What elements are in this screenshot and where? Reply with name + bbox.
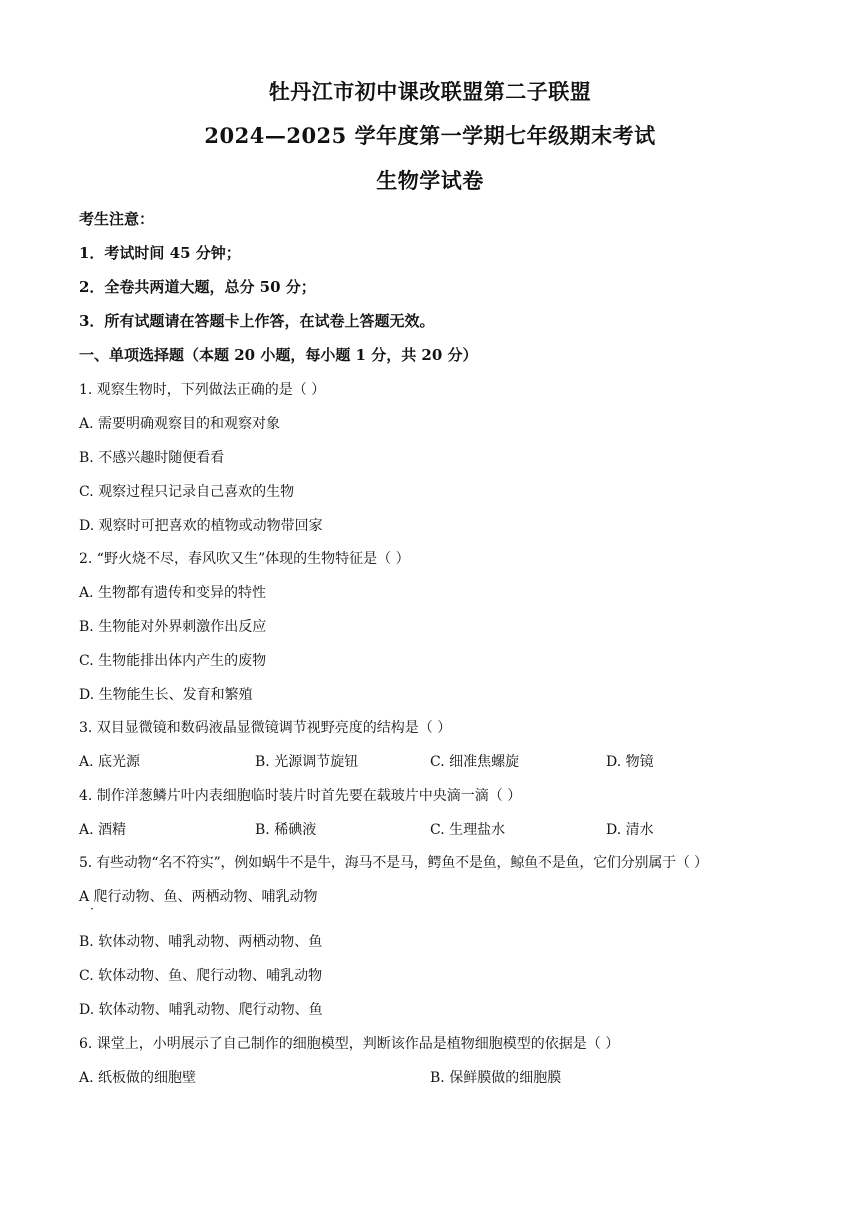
question-option: A. 纸板做的细胞壁 <box>79 1070 197 1086</box>
question-stem: 2. “野火烧不尽，春风吹又生”体现的生物特征是（ ） <box>79 551 410 567</box>
question-stem: 6. 课堂上，小明展示了自己制作的细胞模型，判断该作品是植物细胞模型的依据是（ ） <box>79 1036 620 1052</box>
question-option: D. 清水 <box>606 822 654 838</box>
stray-dot: · <box>90 902 94 916</box>
question-option: B. 稀碘液 <box>255 822 317 838</box>
question-option: D. 观察时可把喜欢的植物或动物带回家 <box>79 518 323 534</box>
question-option: A 爬行动物、鱼、两栖动物、哺乳动物 <box>79 889 318 905</box>
question-option: C. 软体动物、鱼、爬行动物、哺乳动物 <box>79 968 323 984</box>
question-option: A. 酒精 <box>79 822 127 838</box>
exam-title-line1: 牡丹江市初中课改联盟第二子联盟 <box>268 79 592 104</box>
notice-heading: 考生注意： <box>79 210 155 228</box>
question-option: B. 软体动物、哺乳动物、两栖动物、鱼 <box>79 934 323 950</box>
question-option: B. 生物能对外界刺激作出反应 <box>79 619 267 635</box>
question-option: B. 不感兴趣时随便看看 <box>79 450 225 466</box>
exam-title-line2: 2024—2025 学年度第一学期七年级期末考试 <box>204 123 656 148</box>
question-option: D. 生物能生长、发育和繁殖 <box>79 687 253 703</box>
notice-item-2: 2．全卷共两道大题，总分 50 分； <box>79 278 316 296</box>
question-stem: 3. 双目显微镜和数码液晶显微镜调节视野亮度的结构是（ ） <box>79 720 452 736</box>
question-option: C. 生理盐水 <box>430 822 506 838</box>
exam-title-line3: 生物学试卷 <box>376 168 484 193</box>
question-option: A. 生物都有遗传和变异的特性 <box>79 585 267 601</box>
notice-item-1: 1．考试时间 45 分钟； <box>79 244 241 262</box>
question-option: C. 观察过程只记录自己喜欢的生物 <box>79 484 295 500</box>
question-option: D. 物镜 <box>606 754 654 770</box>
question-stem: 5. 有些动物“名不符实”，例如蜗牛不是牛，海马不是马，鳄鱼不是鱼，鲸鱼不是鱼，它们分别属于（ ） <box>79 855 708 871</box>
notice-item-3: 3．所有试题请在答题卡上作答，在试卷上答题无效。 <box>79 312 435 330</box>
question-stem: 1. 观察生物时，下列做法正确的是（ ） <box>79 382 326 398</box>
question-option: B. 保鲜膜做的细胞膜 <box>430 1070 562 1086</box>
question-option: C. 细准焦螺旋 <box>430 754 520 770</box>
question-option: A. 需要明确观察目的和观察对象 <box>79 416 281 432</box>
section-heading: 一、单项选择题（本题 20 小题，每小题 1 分，共 20 分） <box>79 346 478 364</box>
question-stem: 4. 制作洋葱鳞片叶内表细胞临时装片时首先要在载玻片中央滴一滴（ ） <box>79 788 522 804</box>
question-option: C. 生物能排出体内产生的废物 <box>79 653 267 669</box>
question-option: B. 光源调节旋钮 <box>255 754 359 770</box>
question-option: A. 底光源 <box>79 754 141 770</box>
question-option: D. 软体动物、哺乳动物、爬行动物、鱼 <box>79 1002 323 1018</box>
